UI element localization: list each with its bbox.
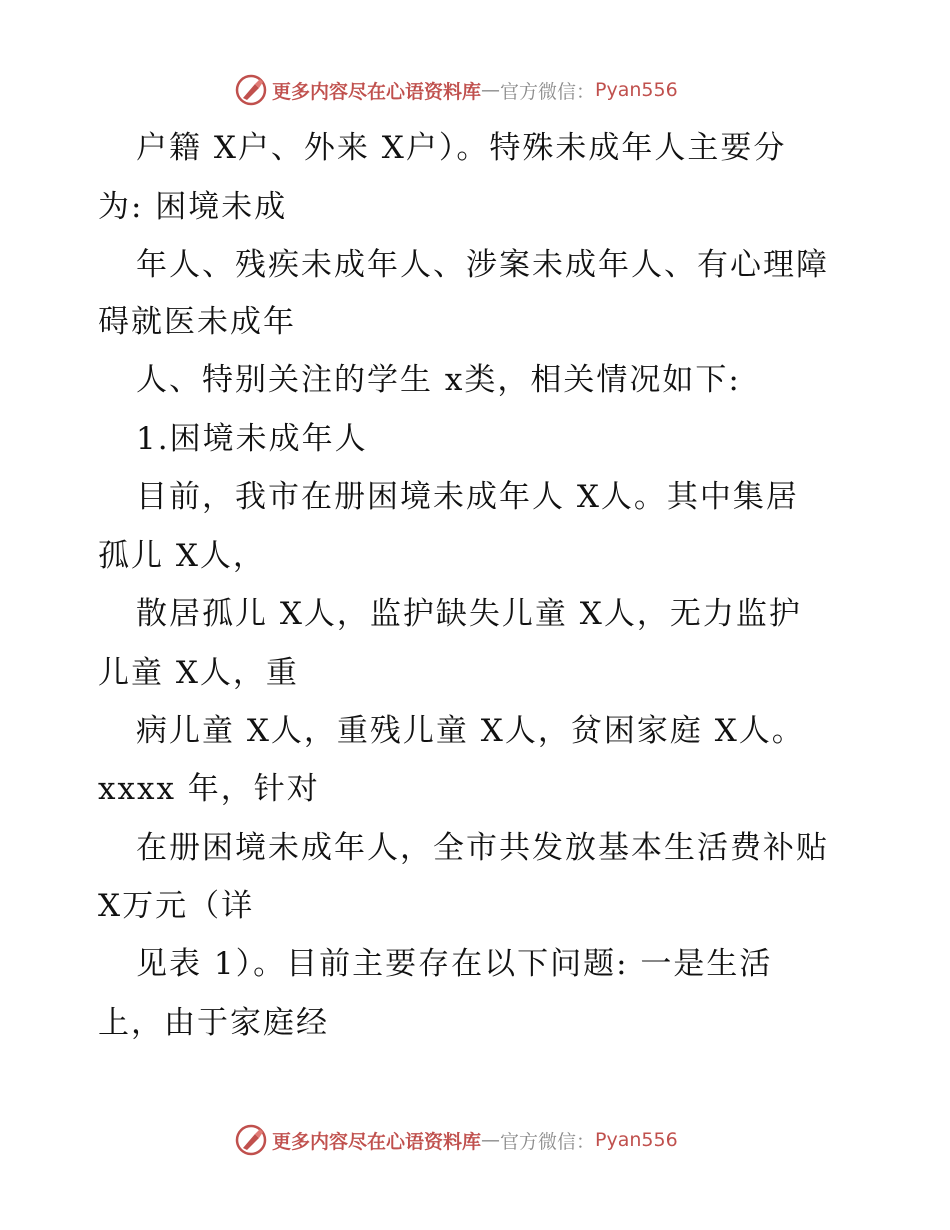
watermark-dash: —: [481, 1129, 501, 1151]
text-line: 目前，我市在册困境未成年人 X人。其中集居: [136, 479, 799, 515]
watermark-footer: [234, 1122, 754, 1158]
text-line: 碍就医未成年: [98, 304, 296, 340]
watermark-dash: —: [481, 79, 501, 101]
pen-nib-circle-icon: [234, 73, 268, 107]
watermark-handle: Pyan556: [595, 79, 678, 101]
watermark-brand: 更多内容尽在心语资料库: [272, 80, 482, 103]
text-line: 为: 困境未成: [98, 189, 288, 225]
text-line: 孤儿 X人，: [98, 538, 266, 574]
watermark-handle: Pyan556: [595, 1129, 678, 1151]
watermark-label: 官方微信：: [500, 80, 596, 103]
text-line: 病儿童 X人，重残儿童 X人，贫困家庭 X人。: [136, 713, 805, 749]
text-line: 散居孤儿 X人，监护缺失儿童 X人，无力监护: [136, 596, 802, 632]
text-line: 1.困境未成年人: [136, 421, 368, 457]
watermark-header: [234, 72, 754, 108]
text-line: X万元（详: [98, 888, 255, 924]
text-line: 年人、残疾未成年人、涉案未成年人、有心理障: [136, 247, 829, 283]
text-line: 上，由于家庭经: [98, 1005, 329, 1041]
watermark-brand: 更多内容尽在心语资料库: [272, 1130, 482, 1153]
text-line: 儿童 X人，重: [98, 655, 299, 691]
text-line: 人、特别关注的学生 x类，相关情况如下:: [136, 362, 741, 398]
text-line: 在册困境未成年人，全市共发放基本生活费补贴: [136, 830, 829, 866]
watermark-label: 官方微信：: [500, 1130, 596, 1153]
text-line: 见表 1）。目前主要存在以下问题: 一是生活: [136, 946, 773, 982]
pen-nib-circle-icon: [234, 1123, 268, 1157]
text-line: 户籍 X户、外来 X户）。特殊未成年人主要分: [136, 130, 787, 166]
text-line: xxxx 年，针对: [98, 771, 320, 807]
